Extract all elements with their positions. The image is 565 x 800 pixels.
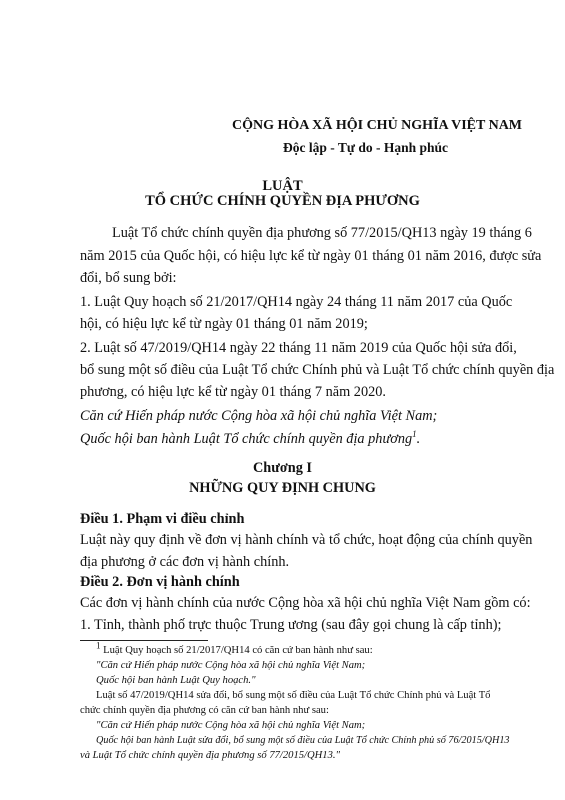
footnote-line: Quốc hội ban hành Luật sửa đổi, bổ sung một số điều của Luật Tổ chức Chính phủ số 76/2015/QH13 <box>96 735 510 746</box>
article-1-heading: Điều 1. Phạm vi điều chỉnh <box>80 511 245 527</box>
chapter-number: Chương I <box>252 460 312 476</box>
law-title-label: LUẬT <box>262 178 303 194</box>
footnote-line: $^1$ Luật Quy hoạch số 21/2017/QH14 có căn cứ ban hành như sau: <box>96 640 373 656</box>
intro-p3-line: bổ sung một số điều của Luật Tổ chức Chính phủ và Luật Tổ chức chính quyền địa <box>80 362 555 378</box>
intro-p1-line: năm 2015 của Quốc hội, có hiệu lực kể từ ngày 01 tháng 01 năm 2016, được sửa <box>80 248 542 264</box>
motto: Độc lập - Tự do - Hạnh phúc <box>283 140 449 155</box>
article-1-line: Luật này quy định về đơn vị hành chính và tổ chức, hoạt động của chính quyền <box>80 532 533 548</box>
intro-p1-line: đổi, bổ sung bởi: <box>80 270 177 286</box>
footnote-line: Quốc hội ban hành Luật Quy hoạch." <box>96 675 256 686</box>
intro-p1-line: Luật Tổ chức chính quyền địa phương số 77/2015/QH13 ngày 19 tháng 6 <box>112 225 532 241</box>
legal-basis: Căn cứ Hiến pháp nước Cộng hòa xã hội chủ nghĩa Việt Nam; <box>80 408 438 424</box>
law-title: TỔ CHỨC CHÍNH QUYỀN ĐỊA PHƯƠNG <box>145 193 420 209</box>
nation-header: CỘNG HÒA XÃ HỘI CHỦ NGHĨA VIỆT NAM <box>232 118 523 133</box>
article-2-heading: Điều 2. Đơn vị hành chính <box>80 574 240 590</box>
footnote-line: chức chính quyền địa phương có căn cứ ban hành như sau: <box>80 705 329 716</box>
intro-p2-line: hội, có hiệu lực kể từ ngày 01 tháng 01 năm 2019; <box>80 316 368 332</box>
intro-p3-line: 2. Luật số 47/2019/QH14 ngày 22 tháng 11 năm 2019 của Quốc hội sửa đổi, <box>80 340 517 356</box>
footnote-line: Luật số 47/2019/QH14 sửa đổi, bổ sung một số điều của Luật Tổ chức Chính phủ và Luật Tổ <box>96 690 491 701</box>
intro-p3-line: phương, có hiệu lực kể từ ngày 01 tháng 7 năm 2020. <box>80 384 386 400</box>
footnote-line: "Căn cứ Hiến pháp nước Cộng hòa xã hội chủ nghĩa Việt Nam; <box>96 720 366 731</box>
chapter-title: NHỮNG QUY ĐỊNH CHUNG <box>189 480 376 496</box>
intro-p2-line: 1. Luật Quy hoạch số 21/2017/QH14 ngày 24 tháng 11 năm 2017 của Quốc <box>80 294 513 310</box>
footnote-ref[interactable]: 1 <box>412 429 417 440</box>
footnote-line: và Luật Tổ chức chính quyền địa phương số 77/2015/QH13." <box>80 750 340 761</box>
article-2-line: 1. Tỉnh, thành phố trực thuộc Trung ương (sau đây gọi chung là cấp tỉnh); <box>80 617 502 633</box>
footnote-line: "Căn cứ Hiến pháp nước Cộng hòa xã hội chủ nghĩa Việt Nam; <box>96 660 366 671</box>
promulgation-statement: Quốc hội ban hành Luật Tổ chức chính quyền địa phương$^1$. <box>80 429 421 447</box>
article-2-line: Các đơn vị hành chính của nước Cộng hòa xã hội chủ nghĩa Việt Nam gồm có: <box>80 595 531 611</box>
article-1-line: địa phương ở các đơn vị hành chính. <box>80 554 290 570</box>
